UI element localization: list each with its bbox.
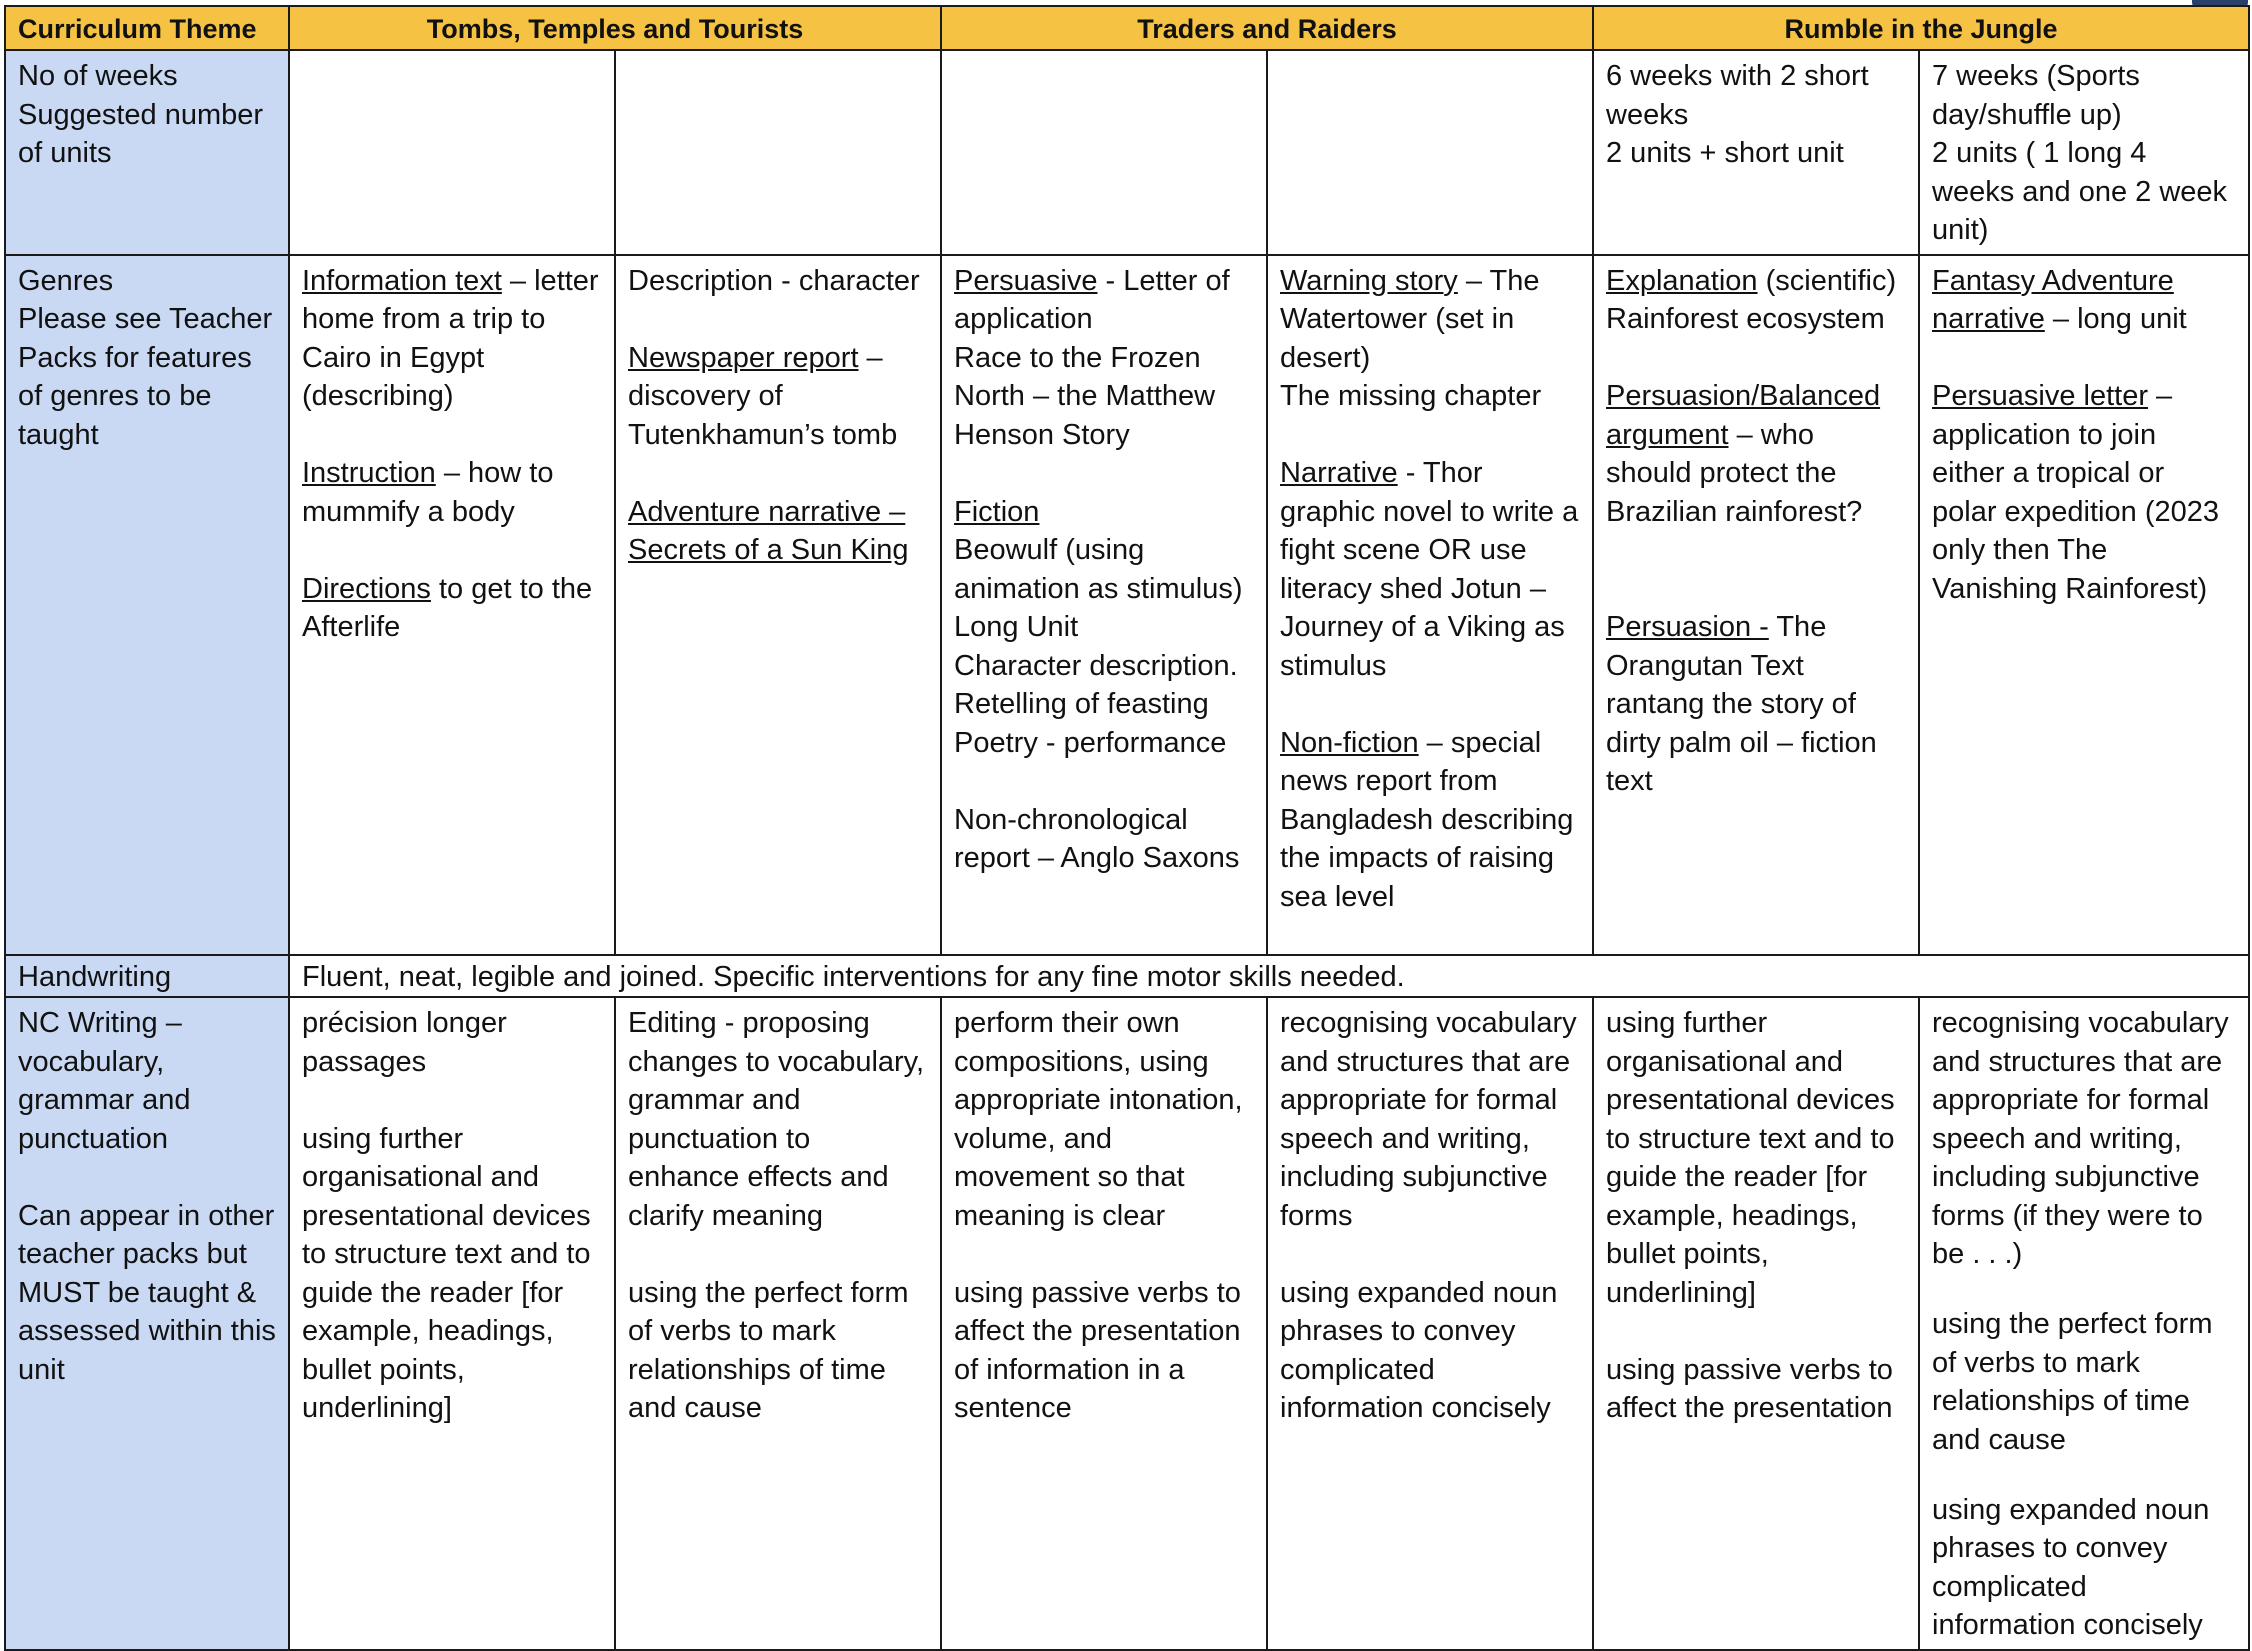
nc-cell-2 bbox=[615, 997, 941, 1650]
genre-title: Persuasive letter bbox=[1932, 380, 2148, 412]
genre-paragraph bbox=[1280, 454, 1580, 685]
genre-title: Persuasion/Balanced argument bbox=[1606, 380, 1881, 451]
genres-cell-6 bbox=[1919, 255, 2249, 955]
genre-title: Explanation bbox=[1606, 264, 1758, 297]
nc-paragraph: using passive verbs to affect the presentation bbox=[1606, 1353, 1893, 1424]
handwriting-text: Fluent, neat, legible and joined. Specific interventions for any fine motor skills needed. bbox=[289, 955, 2249, 998]
genre-detail: – special news report from Bangladesh describing the impacts of raising sea level bbox=[1280, 726, 1574, 913]
weeks-cell-2 bbox=[615, 50, 941, 255]
genre-detail: - Letter of application bbox=[954, 264, 1230, 335]
genre-title: Fantasy Adventure narrative bbox=[1932, 264, 2174, 335]
nc-cell-3 bbox=[941, 997, 1267, 1650]
genre-paragraph bbox=[1932, 262, 2236, 339]
nc-writing-row bbox=[5, 997, 2249, 1650]
nc-cell-6 bbox=[1919, 997, 2249, 1650]
genre-detail: Poetry - performance bbox=[954, 726, 1227, 759]
nc-paragraph: using passive verbs to affect the presentation of information in a sentence bbox=[954, 1276, 1241, 1424]
genres-label-line2: Please see Teacher Packs for features of genres to be taught bbox=[18, 303, 273, 451]
weeks-cell-3 bbox=[941, 50, 1267, 255]
genre-detail: - Thor graphic novel to write a fight scene OR use literacy shed Jotun – Journey of a Viking as stimulus bbox=[1280, 457, 1579, 682]
weeks-cell-5 bbox=[1593, 50, 1919, 255]
nc-paragraph: perform their own compositions, using appropriate intonation, volume, and movement so that meaning is clear bbox=[954, 1007, 1243, 1232]
genre-paragraph bbox=[1280, 262, 1580, 378]
header-theme-tombs: Tombs, Temples and Tourists bbox=[289, 6, 941, 50]
nc-paragraph: recognising vocabulary and structures that are appropriate for formal speech and writing, including subjunctive forms (if they were to be . . .) bbox=[1932, 1007, 2229, 1270]
genre-paragraph bbox=[302, 262, 602, 416]
genre-title: Fiction bbox=[954, 495, 1040, 528]
header-theme-rumble: Rumble in the Jungle bbox=[1593, 6, 2249, 50]
nc-cell-1 bbox=[289, 997, 615, 1650]
nc-label-line1: NC Writing – vocabulary, grammar and punctuation bbox=[18, 1007, 191, 1155]
genre-detail: The Orangutan Text rantang the story of dirty palm oil – fiction text bbox=[1606, 611, 1877, 797]
weeks-label-line1: No of weeks bbox=[18, 60, 178, 92]
genre-paragraph bbox=[1606, 608, 1906, 801]
genre-title: Warning story bbox=[1280, 264, 1458, 297]
genre-detail: – discovery of Tutenkhamun’s tomb bbox=[628, 341, 898, 451]
nc-paragraph: using expanded noun phrases to convey complicated information concisely bbox=[1932, 1493, 2210, 1641]
genre-detail: to get to the Afterlife bbox=[302, 572, 593, 643]
genre-detail: (scientific) bbox=[1757, 264, 1897, 297]
weeks-cell-5-line2: 2 units + short unit bbox=[1606, 137, 1844, 169]
genre-paragraph: Description - character bbox=[628, 264, 920, 297]
genre-paragraph bbox=[628, 339, 928, 455]
genre-detail: Retelling of feasting bbox=[954, 688, 1209, 720]
nc-paragraph: Editing - proposing changes to vocabulary, grammar and punctuation to enhance effects and clarify meaning bbox=[628, 1007, 925, 1232]
nc-paragraph: using further organisational and presentational devices to structure text and to guide the reader [for example, headings, bullet points, underlining] bbox=[302, 1122, 591, 1424]
genre-title: Persuasion - bbox=[1606, 611, 1769, 643]
genre-detail: Race to the Frozen North – the Matthew Henson Story bbox=[954, 341, 1216, 451]
header-curriculum-theme: Curriculum Theme bbox=[5, 6, 289, 50]
weeks-label-line2: Suggested number of units bbox=[18, 98, 264, 169]
genre-paragraph bbox=[1280, 724, 1580, 917]
genres-cell-5 bbox=[1593, 255, 1919, 955]
genre-detail: – long unit bbox=[2044, 303, 2187, 335]
weeks-cell-1 bbox=[289, 50, 615, 255]
nc-cell-5 bbox=[1593, 997, 1919, 1650]
nc-paragraph: précision longer passages bbox=[302, 1007, 507, 1078]
nc-paragraph: using the perfect form of verbs to mark relationships of time and cause bbox=[1932, 1308, 2213, 1456]
weeks-label bbox=[5, 50, 289, 255]
genre-detail: Rainforest ecosystem bbox=[1606, 303, 1885, 335]
genre-detail: Character description. bbox=[954, 649, 1238, 682]
genre-paragraph bbox=[1606, 262, 1906, 301]
nc-writing-label bbox=[5, 997, 289, 1650]
genre-paragraph bbox=[954, 262, 1254, 339]
genre-detail: The missing chapter bbox=[1280, 380, 1542, 412]
handwriting-row bbox=[5, 955, 2249, 998]
weeks-row bbox=[5, 50, 2249, 255]
genre-detail: – application to join either a tropical or polar expedition (2023 only then The Vanishing Rainforest) bbox=[1932, 380, 2219, 605]
nc-cell-4 bbox=[1267, 997, 1593, 1650]
genre-paragraph bbox=[302, 454, 602, 531]
header-row bbox=[5, 6, 2249, 50]
weeks-cell-6-line2: 2 units ( 1 long 4 weeks and one 2 week unit) bbox=[1932, 137, 2228, 246]
weeks-cell-6-line1: 7 weeks (Sports day/shuffle up) bbox=[1932, 60, 2140, 131]
genres-cell-4 bbox=[1267, 255, 1593, 955]
genre-paragraph bbox=[1932, 377, 2236, 608]
header-theme-traders: Traders and Raiders bbox=[941, 6, 1593, 50]
handwriting-label: Handwriting bbox=[5, 955, 289, 998]
genre-detail: Long Unit bbox=[954, 611, 1079, 643]
genre-detail: – who should protect the Brazilian rainforest? bbox=[1606, 418, 1863, 528]
genre-title: Instruction bbox=[302, 457, 436, 489]
nc-paragraph: using expanded noun phrases to convey complicated information concisely bbox=[1280, 1276, 1558, 1424]
weeks-cell-4 bbox=[1267, 50, 1593, 255]
genre-title: Information text bbox=[302, 264, 502, 297]
nc-paragraph: using the perfect form of verbs to mark relationships of time and cause bbox=[628, 1276, 909, 1424]
curriculum-table bbox=[4, 5, 2250, 1651]
genres-cell-3 bbox=[941, 255, 1267, 955]
weeks-cell-6 bbox=[1919, 50, 2249, 255]
genres-label bbox=[5, 255, 289, 955]
genre-title: Directions bbox=[302, 572, 431, 605]
genre-title: Narrative bbox=[1280, 457, 1398, 489]
nc-paragraph: using further organisational and presentational devices to structure text and to guide the reader [for example, headings, bullet points, underlining] bbox=[1606, 1007, 1895, 1309]
weeks-cell-5-line1: 6 weeks with 2 short weeks bbox=[1606, 60, 1869, 131]
genre-title: Newspaper report bbox=[628, 341, 859, 374]
genre-paragraph bbox=[302, 570, 602, 647]
genres-cell-2 bbox=[615, 255, 941, 955]
genre-detail: – how to mummify a body bbox=[302, 457, 554, 528]
genres-label-line1: Genres bbox=[18, 264, 114, 297]
genres-cell-1 bbox=[289, 255, 615, 955]
genre-title: Persuasive bbox=[954, 264, 1098, 297]
genres-row bbox=[5, 255, 2249, 955]
nc-label-line2: Can appear in other teacher packs but MUST be taught & assessed within this unit bbox=[18, 1199, 276, 1386]
nc-paragraph: recognising vocabulary and structures that are appropriate for formal speech and writing, including subjunctive forms bbox=[1280, 1007, 1577, 1232]
genre-detail: – The Watertower (set in desert) bbox=[1280, 264, 1540, 374]
genre-detail: Beowulf (using animation as stimulus) bbox=[954, 534, 1243, 605]
genre-detail: – letter home from a trip to Cairo in Egypt (describing) bbox=[302, 264, 599, 412]
genre-title: Adventure narrative – Secrets of a Sun King bbox=[628, 495, 909, 566]
genre-paragraph: Non-chronological report – Anglo Saxons bbox=[954, 803, 1240, 874]
genre-paragraph bbox=[1606, 377, 1906, 531]
genre-title: Non-fiction bbox=[1280, 726, 1419, 759]
